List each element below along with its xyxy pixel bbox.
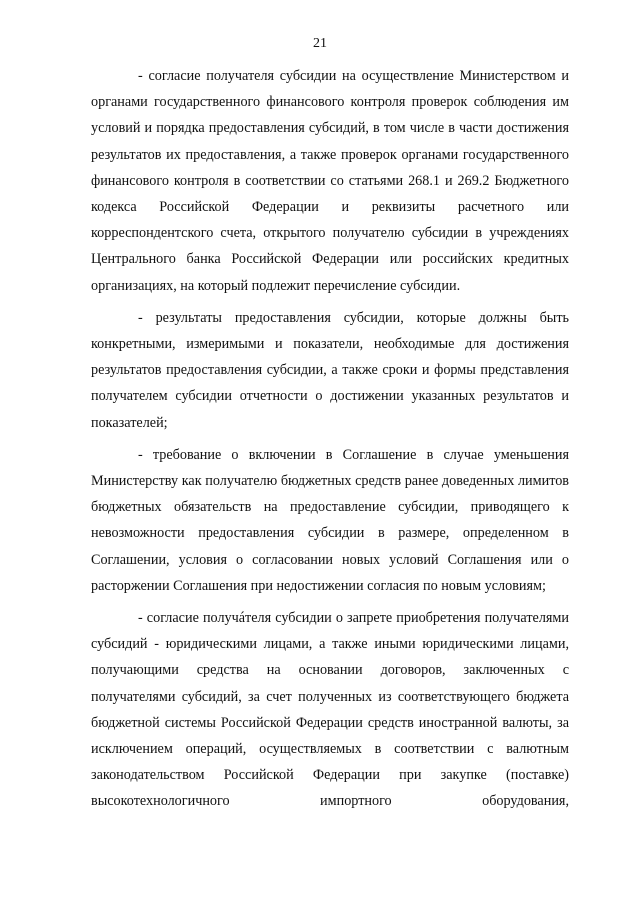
page-number: 21: [313, 36, 327, 51]
paragraph-foreign-currency-prohibition: - согласие получáтеля субсидии о запрете приобретения получателями субсидий - юридическими лицами, а также иными юридическими лицами, получающими средства на основании договоров, заключенных с получателями субсидий, за счет полученных из соответствующего бюджета бюджетной системы Российской Федерации средств иностранной валюты, за исключением операций, осуществляемых в соответствии с валютным законодательством Российской Федерации при закупке (поставке) высокотехнологичного импортного оборудования,: [91, 610, 569, 810]
paragraph-subsidy-results: - результаты предоставления субсидии, которые должны быть конкретными, измеримыми и показатели, необходимые для достижения результатов предоставления субсидии, а также сроки и формы представления получателем субсидии отчетности о достижении указанных результатов и показателей;: [91, 309, 569, 431]
document-body: [91, 63, 569, 815]
paragraph-agreement-reduction-requirement: - требование о включении в Соглашение в случае уменьшения Министерству как получателю бюджетных средств ранее доведенных лимитов бюджетных обязательств на предоставление субсидии, приводящего к невозможности предоставления субсидии в размере, определенном в Соглашении, условия о согласовании новых условий Соглашения или о расторжении Соглашения при недостижении согласия по новым условиям;: [91, 446, 569, 594]
paragraph-recipient-consent-inspections: - согласие получателя субсидии на осуществление Министерством и органами государственного финансового контроля проверок соблюдения им условий и порядка предоставления субсидий, в том числе в части достижения результатов их предоставления, а также проверок органами государственного финансового контроля в соответствии со статьями 268.1 и 269.2 Бюджетного кодекса Российской Федерации и реквизиты расчетного или корреспондентского счета, открытого получателю субсидии в учреждениях Центрального банка Российской Федерации или российских кредитных организациях, на который подлежит перечисление субсидии.: [91, 68, 569, 294]
